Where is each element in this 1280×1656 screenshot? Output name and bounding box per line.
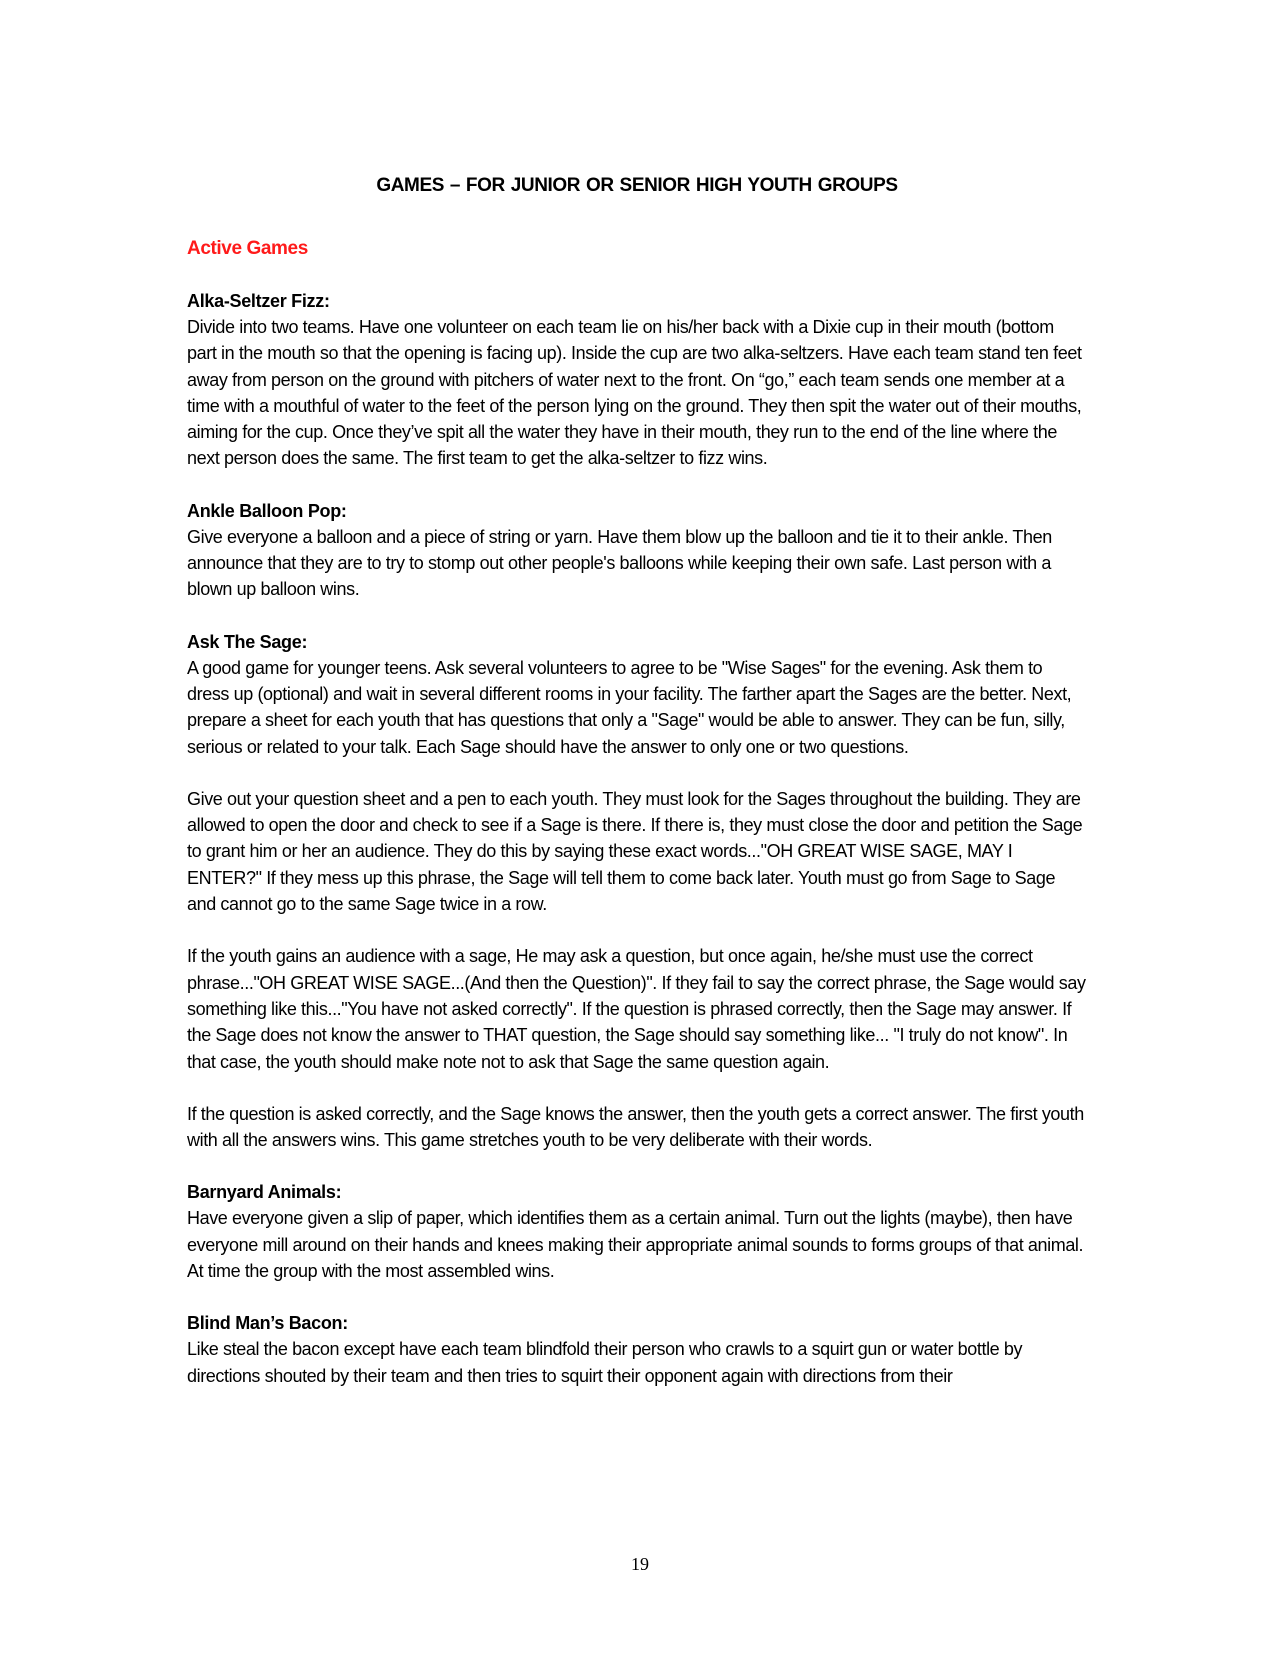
page-number: 19 xyxy=(631,1554,649,1574)
game-title: Ankle Balloon Pop: xyxy=(187,500,347,521)
game-description: If the question is asked correctly, and the Sage knows the answer, then the youth gets a correct answer. The first youth with all the answers wins. This game stretches youth to be very deliberate with their words. xyxy=(187,1103,1084,1151)
game-description: Give out your question sheet and a pen to each youth. They must look for the Sages throughout the building. They are allowed to open the door and check to see if a Sage is there. If there is, they must close the door and petition the Sage to grant him or her an audience. They do this by saying these exact words..."OH GREAT WISE SAGE, MAY I ENTER?" If they mess up this phrase, the Sage will tell them to come back later. Youth must go from Sage to Sage and cannot go to the same Sage twice in a row. xyxy=(187,788,1083,915)
game-entry xyxy=(187,629,1087,1154)
game-title: Ask The Sage: xyxy=(187,631,308,652)
game-entry xyxy=(187,288,1087,472)
game-entry xyxy=(187,498,1087,603)
game-description: A good game for younger teens. Ask several volunteers to agree to be "Wise Sages" for the evening. Ask them to dress up (optional) and wait in several different rooms in your facility. The farther apart the Sages are the better. Next, prepare a sheet for each youth that has questions that only a "Sage" would be able to answer. They can be fun, silly, serious or related to your talk. Each Sage should have the answer to only one or two questions. xyxy=(187,657,1072,757)
game-description: Give everyone a balloon and a piece of string or yarn. Have them blow up the balloon and tie it to their ankle. Then announce that they are to try to stomp out other people's balloons while keeping their own safe. Last person with a blown up balloon wins. xyxy=(187,526,1052,600)
section-heading-active-games: Active Games xyxy=(187,238,308,259)
game-description: Divide into two teams. Have one volunteer on each team lie on his/her back with a Dixie cup in their mouth (bottom part in the mouth so that the opening is facing up). Inside the cup are two alka-seltzers. Have each team stand ten feet away from person on the ground with pitchers of water next to the front. On “go,” each team sends one member at a time with a mouthful of water to the feet of the person lying on the ground. They then spit the water out of their mouths, aiming for the cup. Once they’ve spit all the water they have in their mouth, they run to the end of the line where the next person does the same. The first team to get the alka-seltzer to fizz wins. xyxy=(187,317,1082,469)
game-description: Have everyone given a slip of paper, which identifies them as a certain animal. Turn out the lights (maybe), then have everyone mill around on their hands and knees making their appropriate animal sounds to forms groups of that animal. At time the group with the most assembled wins. xyxy=(187,1208,1084,1282)
game-entry xyxy=(187,1179,1087,1284)
game-title: Blind Man’s Bacon: xyxy=(187,1313,348,1334)
page-content xyxy=(187,172,1087,1415)
game-entry xyxy=(187,1310,1087,1389)
game-description: Like steal the bacon except have each team blindfold their person who crawls to a squirt gun or water bottle by directions shouted by their team and then tries to squirt their opponent again with directions from their xyxy=(187,1339,1023,1386)
game-title: Alka-Seltzer Fizz: xyxy=(187,291,330,311)
game-title: Barnyard Animals: xyxy=(187,1182,342,1203)
game-description: If the youth gains an audience with a sage, He may ask a question, but once again, he/she must use the correct phrase..."OH GREAT WISE SAGE...(And then the Question)". If they fail to say the correct phrase, the Sage would say something like this..."You have not asked correctly". If the question is phrased correctly, then the Sage may answer. If the Sage does not know the answer to THAT question, the Sage should say something like... "I truly do not know". In that case, the youth should make note not to ask that Sage the same question again. xyxy=(187,946,1086,1072)
document-title: GAMES – FOR JUNIOR OR SENIOR HIGH YOUTH GROUPS xyxy=(376,175,898,196)
